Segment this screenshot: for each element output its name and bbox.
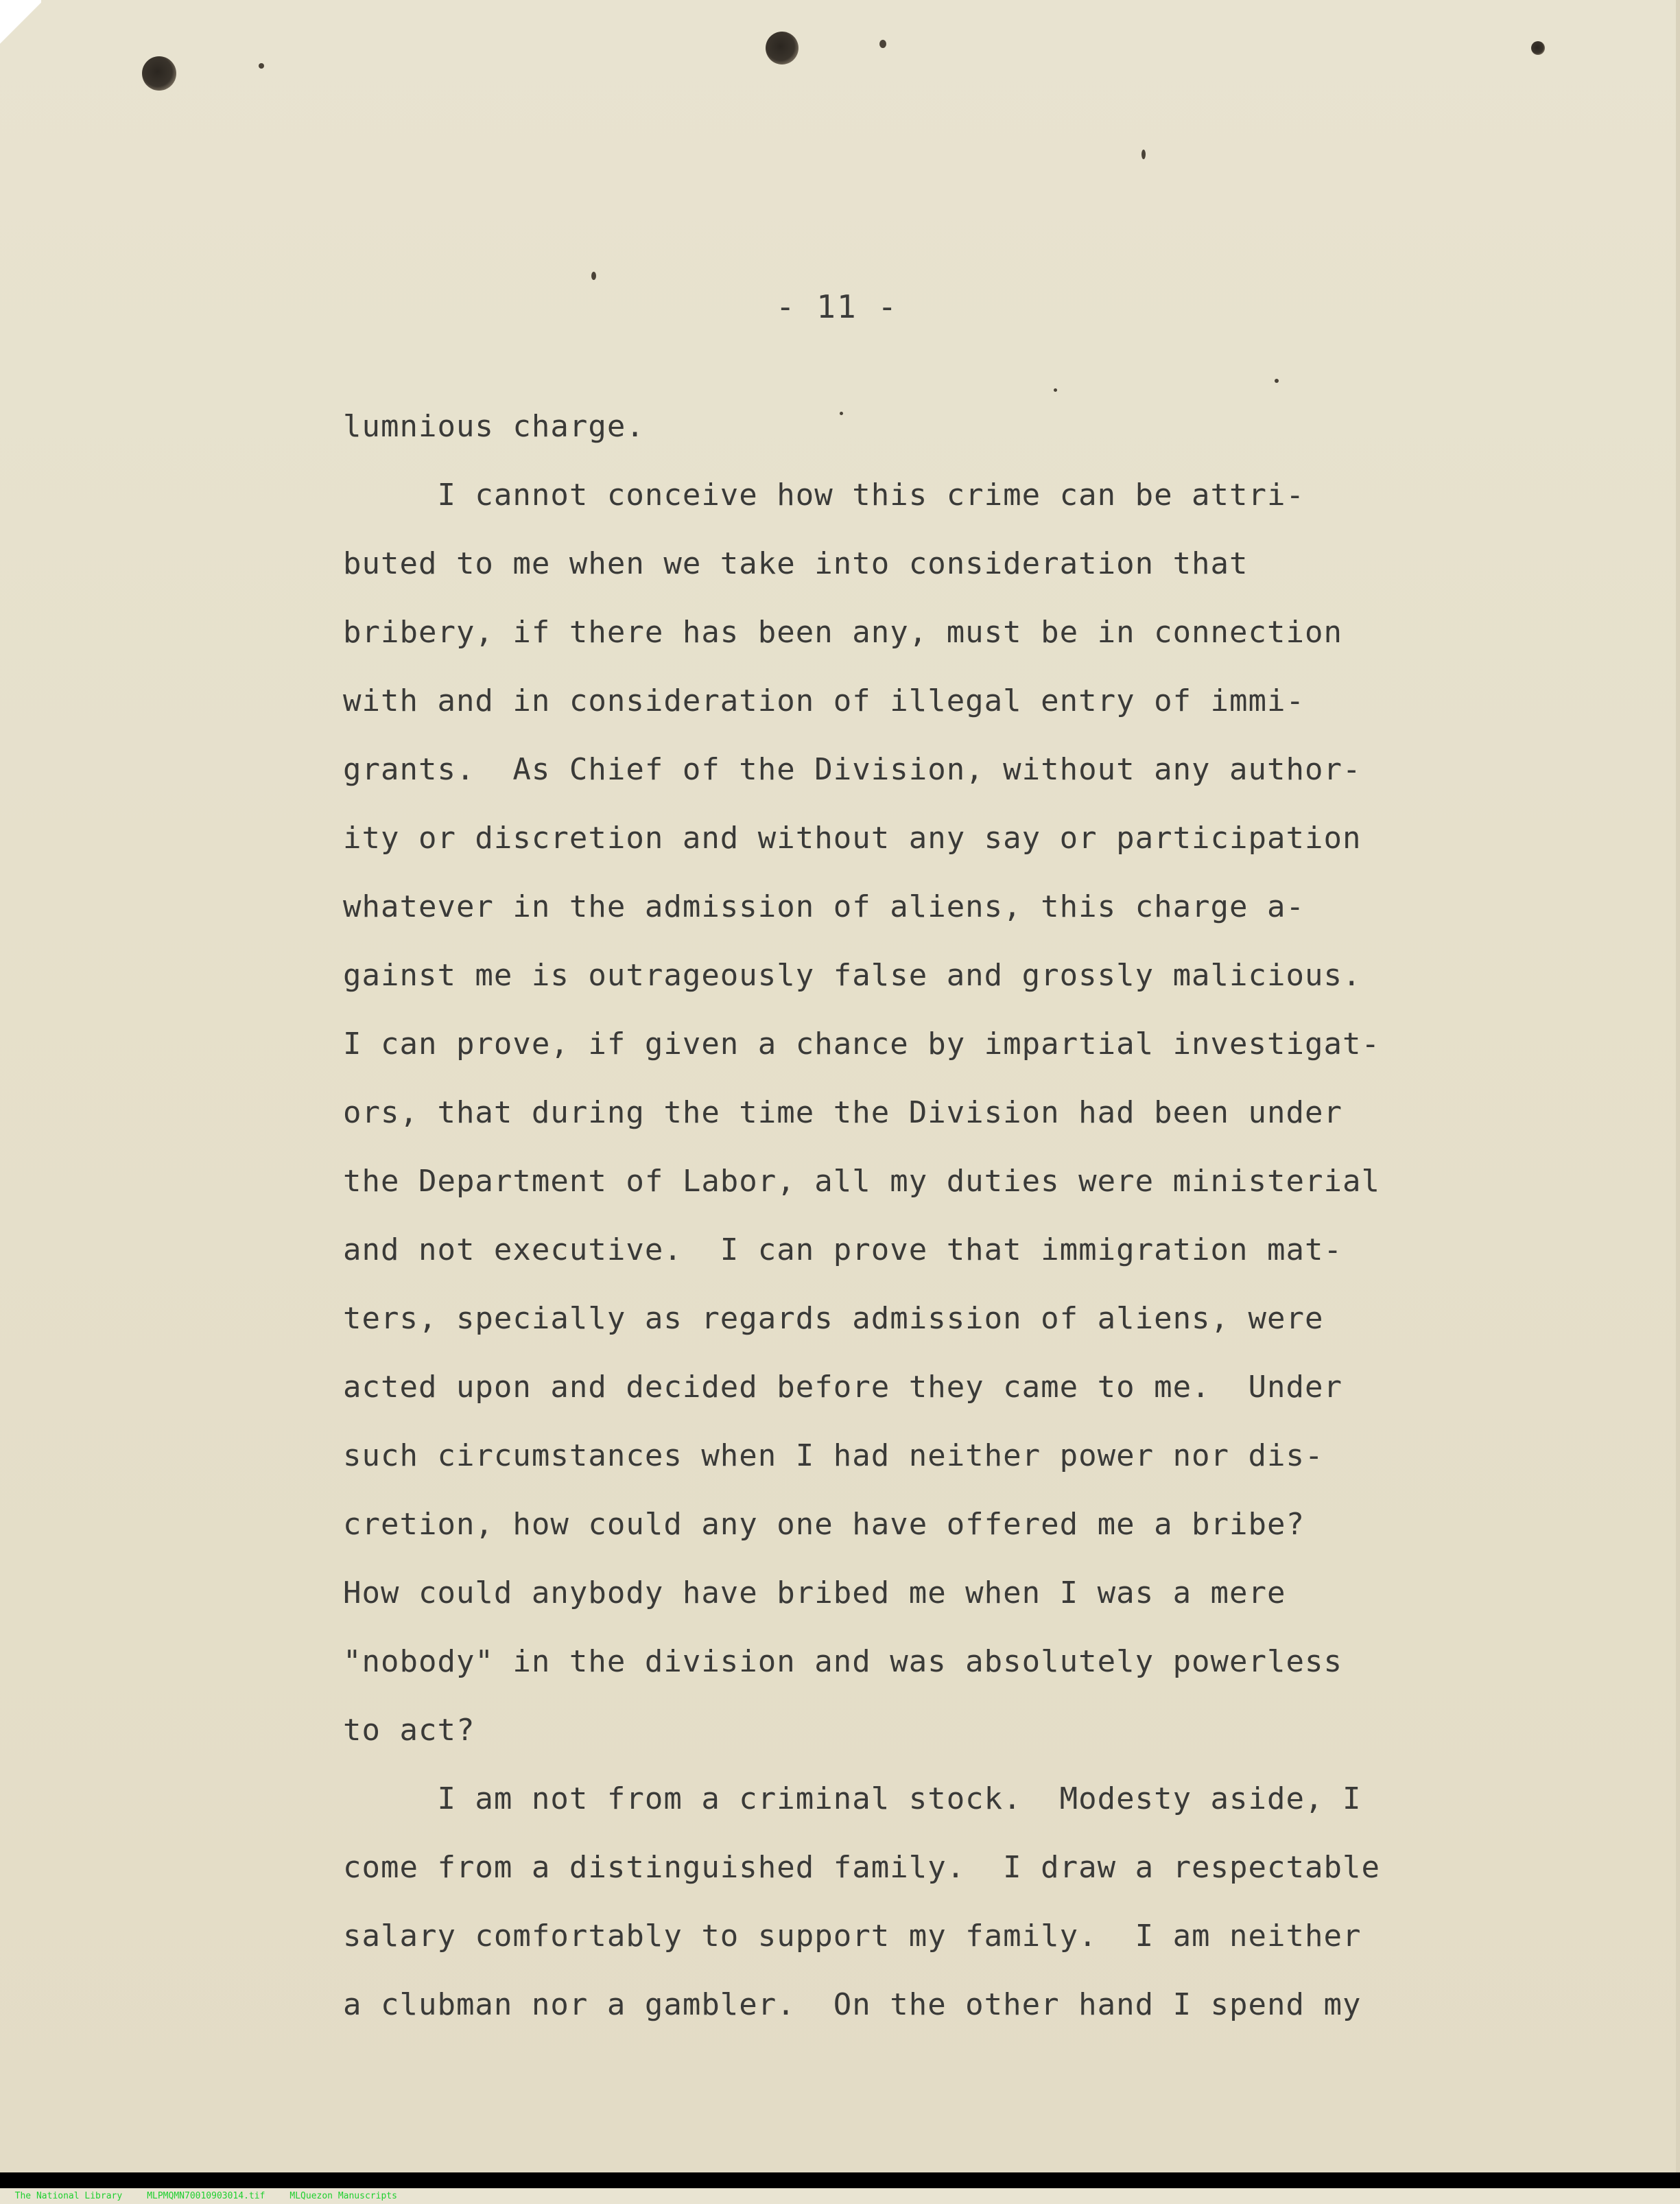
paper-speck	[879, 40, 886, 48]
text-line: I am not from a criminal stock. Modesty aside, I	[343, 1781, 1362, 1816]
text-line: bribery, if there has been any, must be in connection	[343, 615, 1342, 650]
text-line: acted upon and decided before they came to me. Under	[343, 1370, 1342, 1405]
paper-speck	[1275, 379, 1279, 383]
text-line: How could anybody have bribed me when I was a mere	[343, 1575, 1286, 1610]
text-line: lumnious charge.	[343, 409, 645, 444]
text-line: I cannot conceive how this crime can be attri-	[343, 478, 1305, 513]
punch-hole-left	[142, 56, 176, 91]
footer-library: The National Library	[14, 2191, 123, 2201]
paper-speck	[1054, 388, 1057, 392]
scan-footer-bar	[0, 2172, 1680, 2201]
footer-collection: MLQuezon Manuscripts	[289, 2191, 397, 2201]
text-line: gainst me is outrageously false and grossly malicious.	[343, 958, 1362, 993]
text-line: and not executive. I can prove that immigration mat-	[343, 1232, 1342, 1267]
footer-filename: MLPMQMN70010903014.tif	[147, 2191, 265, 2201]
text-line: cretion, how could any one have offered me a bribe?	[343, 1507, 1305, 1542]
paper-speck	[591, 272, 596, 280]
text-line: to act?	[343, 1713, 475, 1748]
text-line: whatever in the admission of aliens, this charge a-	[343, 889, 1305, 924]
punch-hole-right	[1531, 41, 1545, 55]
page-number: - 11 -	[775, 288, 899, 325]
typed-body-text	[343, 392, 1550, 2039]
text-line: grants. As Chief of the Division, without any author-	[343, 752, 1362, 787]
text-line: come from a distinguished family. I draw a respectable	[343, 1850, 1380, 1885]
text-line: with and in consideration of illegal entry of immi-	[343, 683, 1305, 718]
text-line: salary comfortably to support my family. I am neither	[343, 1919, 1362, 1954]
text-line: "nobody" in the division and was absolutely powerless	[343, 1644, 1342, 1679]
paper-speck	[1141, 150, 1146, 159]
text-line: a clubman nor a gambler. On the other hand I spend my	[343, 1987, 1362, 2022]
text-line: ters, specially as regards admission of aliens, were	[343, 1301, 1324, 1336]
text-line: I can prove, if given a chance by impartial investigat-	[343, 1027, 1380, 1062]
punch-hole-center	[766, 32, 798, 65]
text-line: buted to me when we take into consideration that	[343, 546, 1249, 581]
text-line: ors, that during the time the Division had been under	[343, 1095, 1342, 1130]
page-edge	[1676, 0, 1680, 2172]
text-line: the Department of Labor, all my duties were ministerial	[343, 1164, 1380, 1199]
text-line: ity or discretion and without any say or participation	[343, 821, 1362, 856]
text-line: such circumstances when I had neither power nor dis-	[343, 1438, 1324, 1473]
paper-speck	[259, 63, 264, 69]
